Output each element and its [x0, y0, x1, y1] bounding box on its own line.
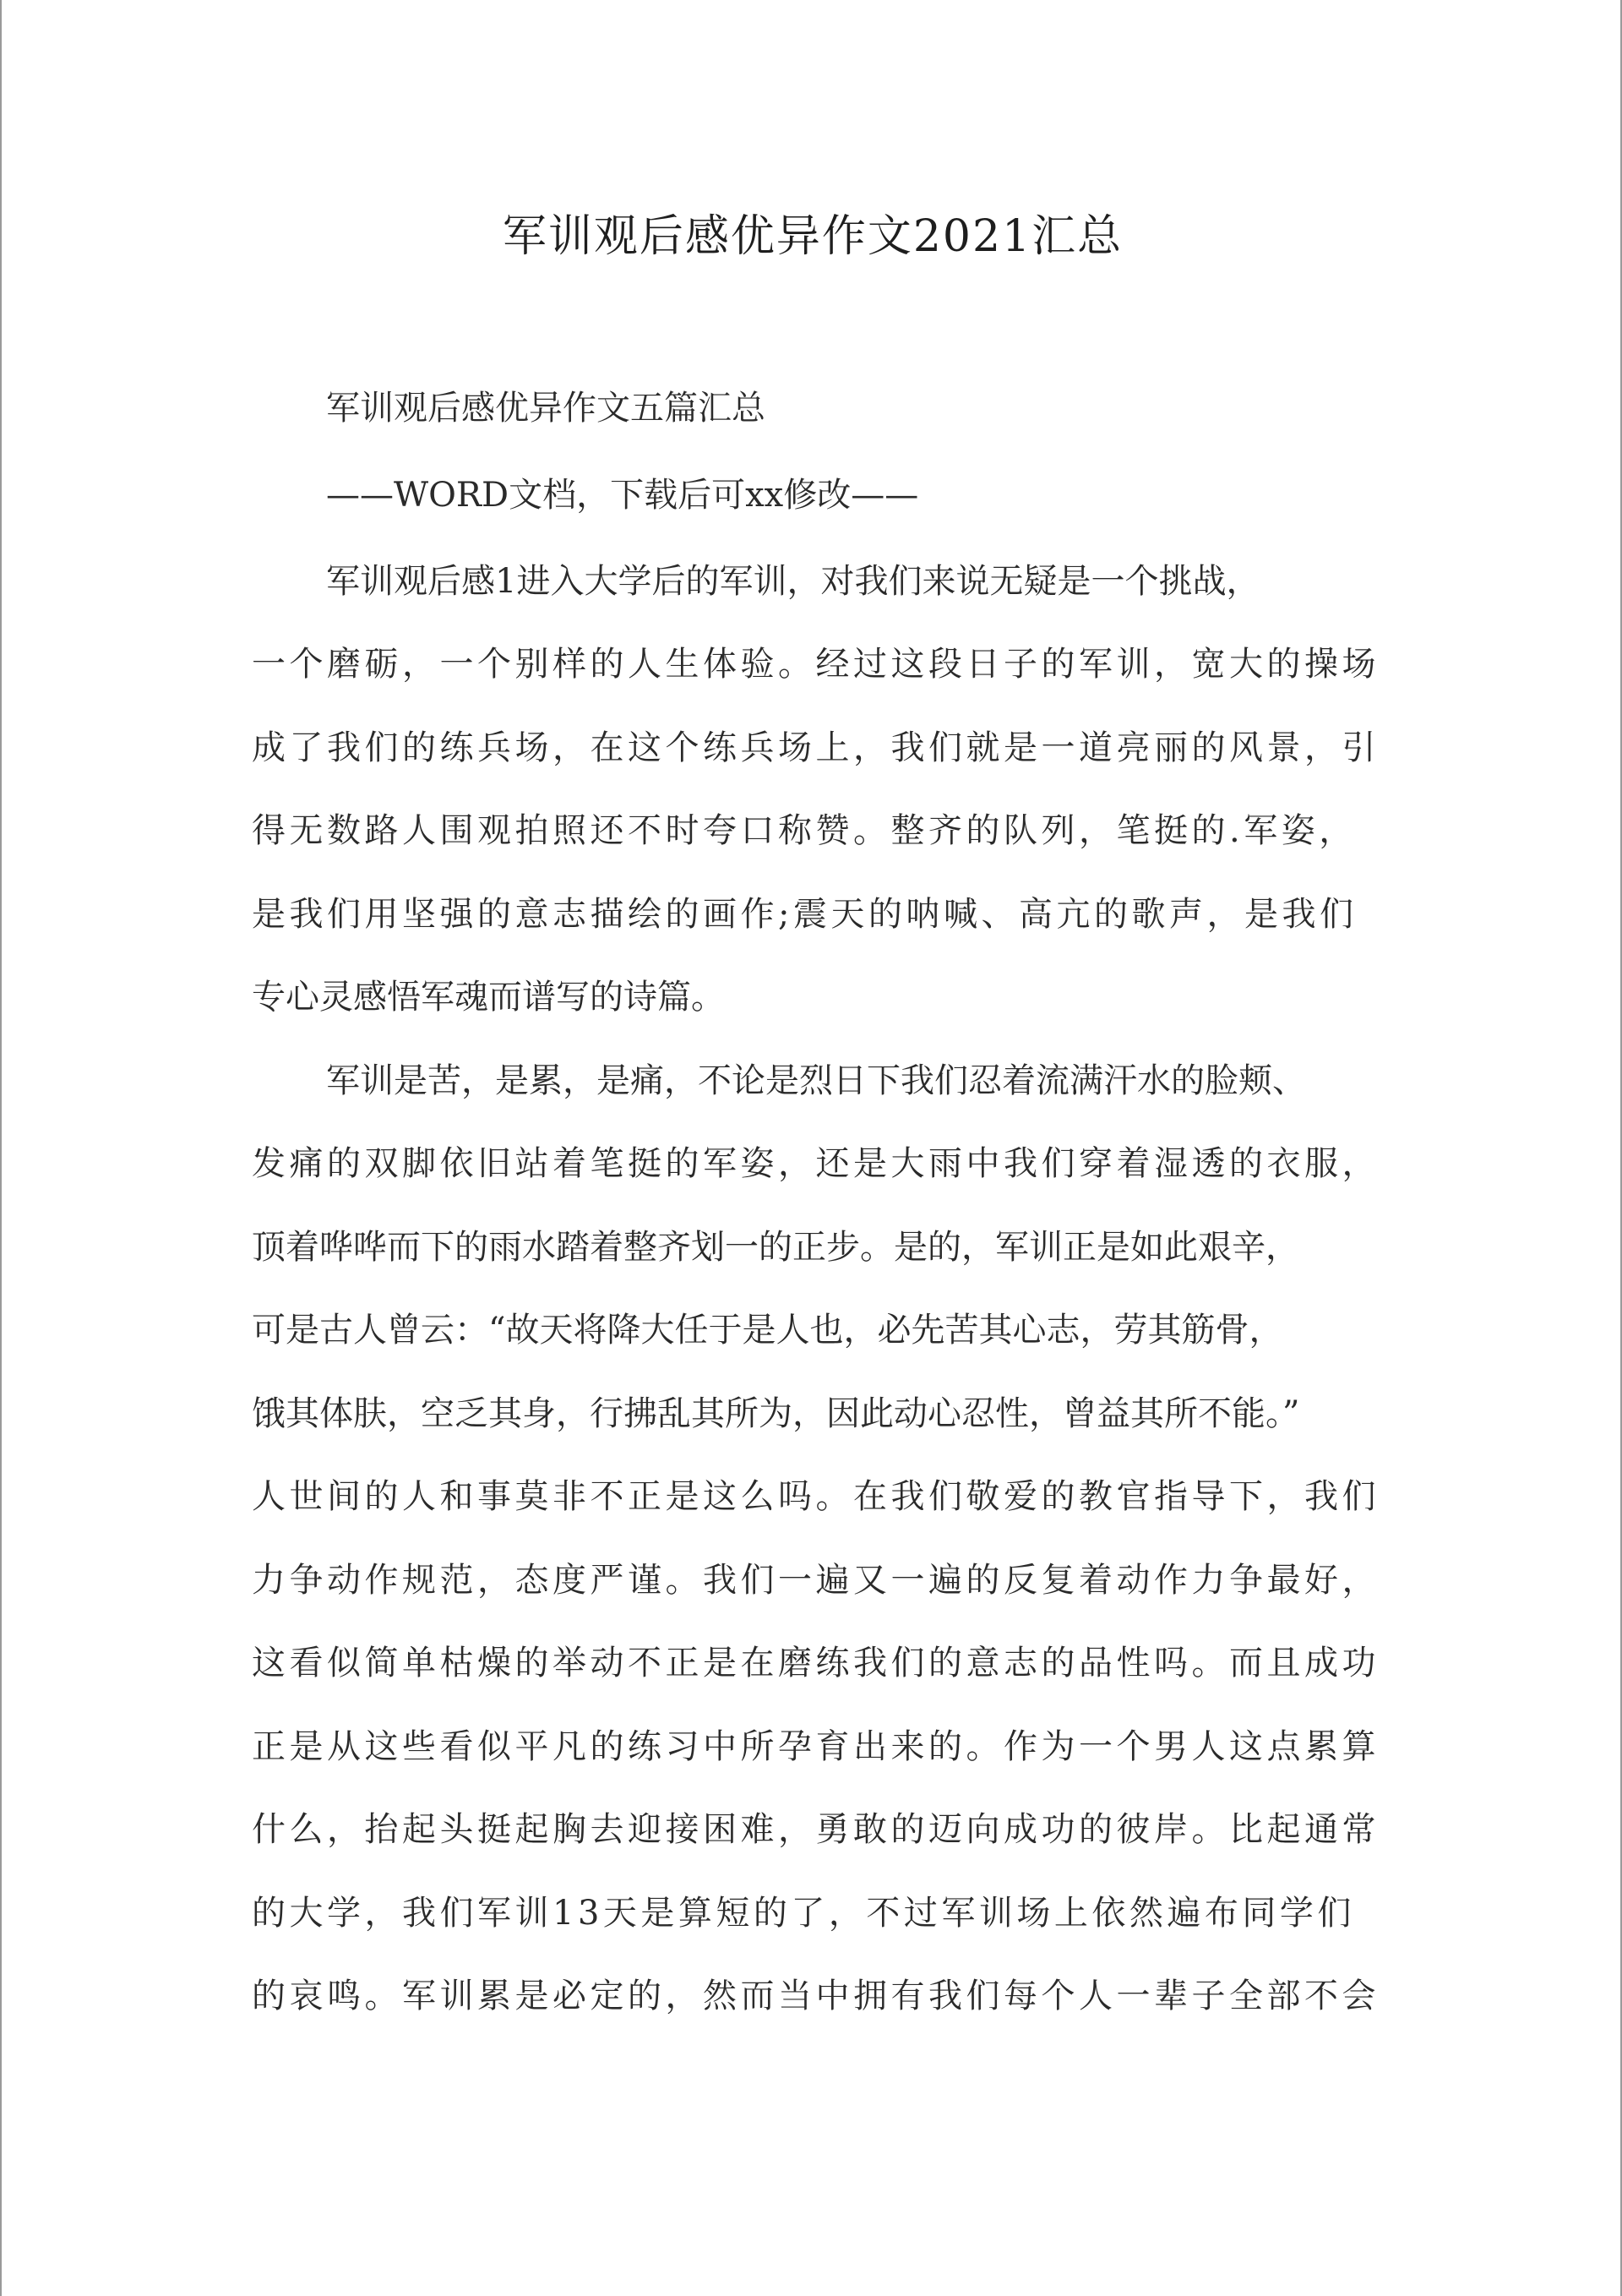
document-notice: ——WORD文档，下载后可xx修改—— [326, 476, 919, 515]
paragraph-line: 专心灵感悟军魂而谱写的诗篇。 [252, 978, 725, 1017]
paragraph-line: 这看似简单枯燥的举动不正是在磨练我们的意志的品性吗。而且成功 [252, 1644, 1380, 1682]
paragraph-line: 成了我们的练兵场，在这个练兵场上，我们就是一道亮丽的风景，引 [252, 728, 1380, 767]
paragraph-line: 人世间的人和事莫非不正是这么吗。在我们敬爱的教官指导下，我们 [252, 1477, 1380, 1516]
paragraph-line: 可是古人曾云：“故天将降大任于是人也，必先苦其心志，劳其筋骨， [252, 1311, 1283, 1350]
document-title: 军训观后感优异作文2021汇总 [502, 211, 1124, 262]
paragraph-line: 得无数路人围观拍照还不时夸口称赞。整齐的队列，笔挺的.军姿， [252, 811, 1357, 850]
paragraph-line: 的大学，我们军训13天是算短的了，不过军训场上依然遍布同学们 [252, 1894, 1355, 1933]
paragraph-line: 的哀鸣。军训累是必定的，然而当中拥有我们每个人一辈子全部不会 [252, 1977, 1380, 2015]
paragraph-line: 正是从这些看似平凡的练习中所孕育出来的。作为一个男人这点累算 [252, 1727, 1380, 1766]
paragraph-line: 顶着哗哗而下的雨水踏着整齐划一的正步。是的，军训正是如此艰辛， [252, 1228, 1299, 1267]
paragraph-line: 什么，抬起头挺起胸去迎接困难，勇敢的迈向成功的彼岸。比起通常 [252, 1810, 1380, 1849]
paragraph-line: 发痛的双脚依旧站着笔挺的军姿，还是大雨中我们穿着湿透的衣服， [252, 1144, 1380, 1183]
document-subtitle: 军训观后感优异作文五篇汇总 [326, 389, 765, 428]
paragraph-line: 是我们用坚强的意志描绘的画作;震天的呐喊、高亢的歌声，是我们 [252, 895, 1358, 934]
paragraph-line: 饿其体肤，空乏其身，行拂乱其所为，因此动心忍性，曾益其所不能。” [252, 1394, 1300, 1433]
paragraph-line: 一个磨砺，一个别样的人生体验。经过这段日子的军训，宽大的操场 [252, 645, 1380, 684]
paragraph-line: 力争动作规范，态度严谨。我们一遍又一遍的反复着动作力争最好， [252, 1561, 1380, 1600]
paragraph-line: 军训是苦，是累，是痛，不论是烈日下我们忍着流满汗水的脸颊、 [326, 1061, 1306, 1100]
paragraph-line: 军训观后感1进入大学后的军训，对我们来说无疑是一个挑战， [326, 562, 1260, 601]
